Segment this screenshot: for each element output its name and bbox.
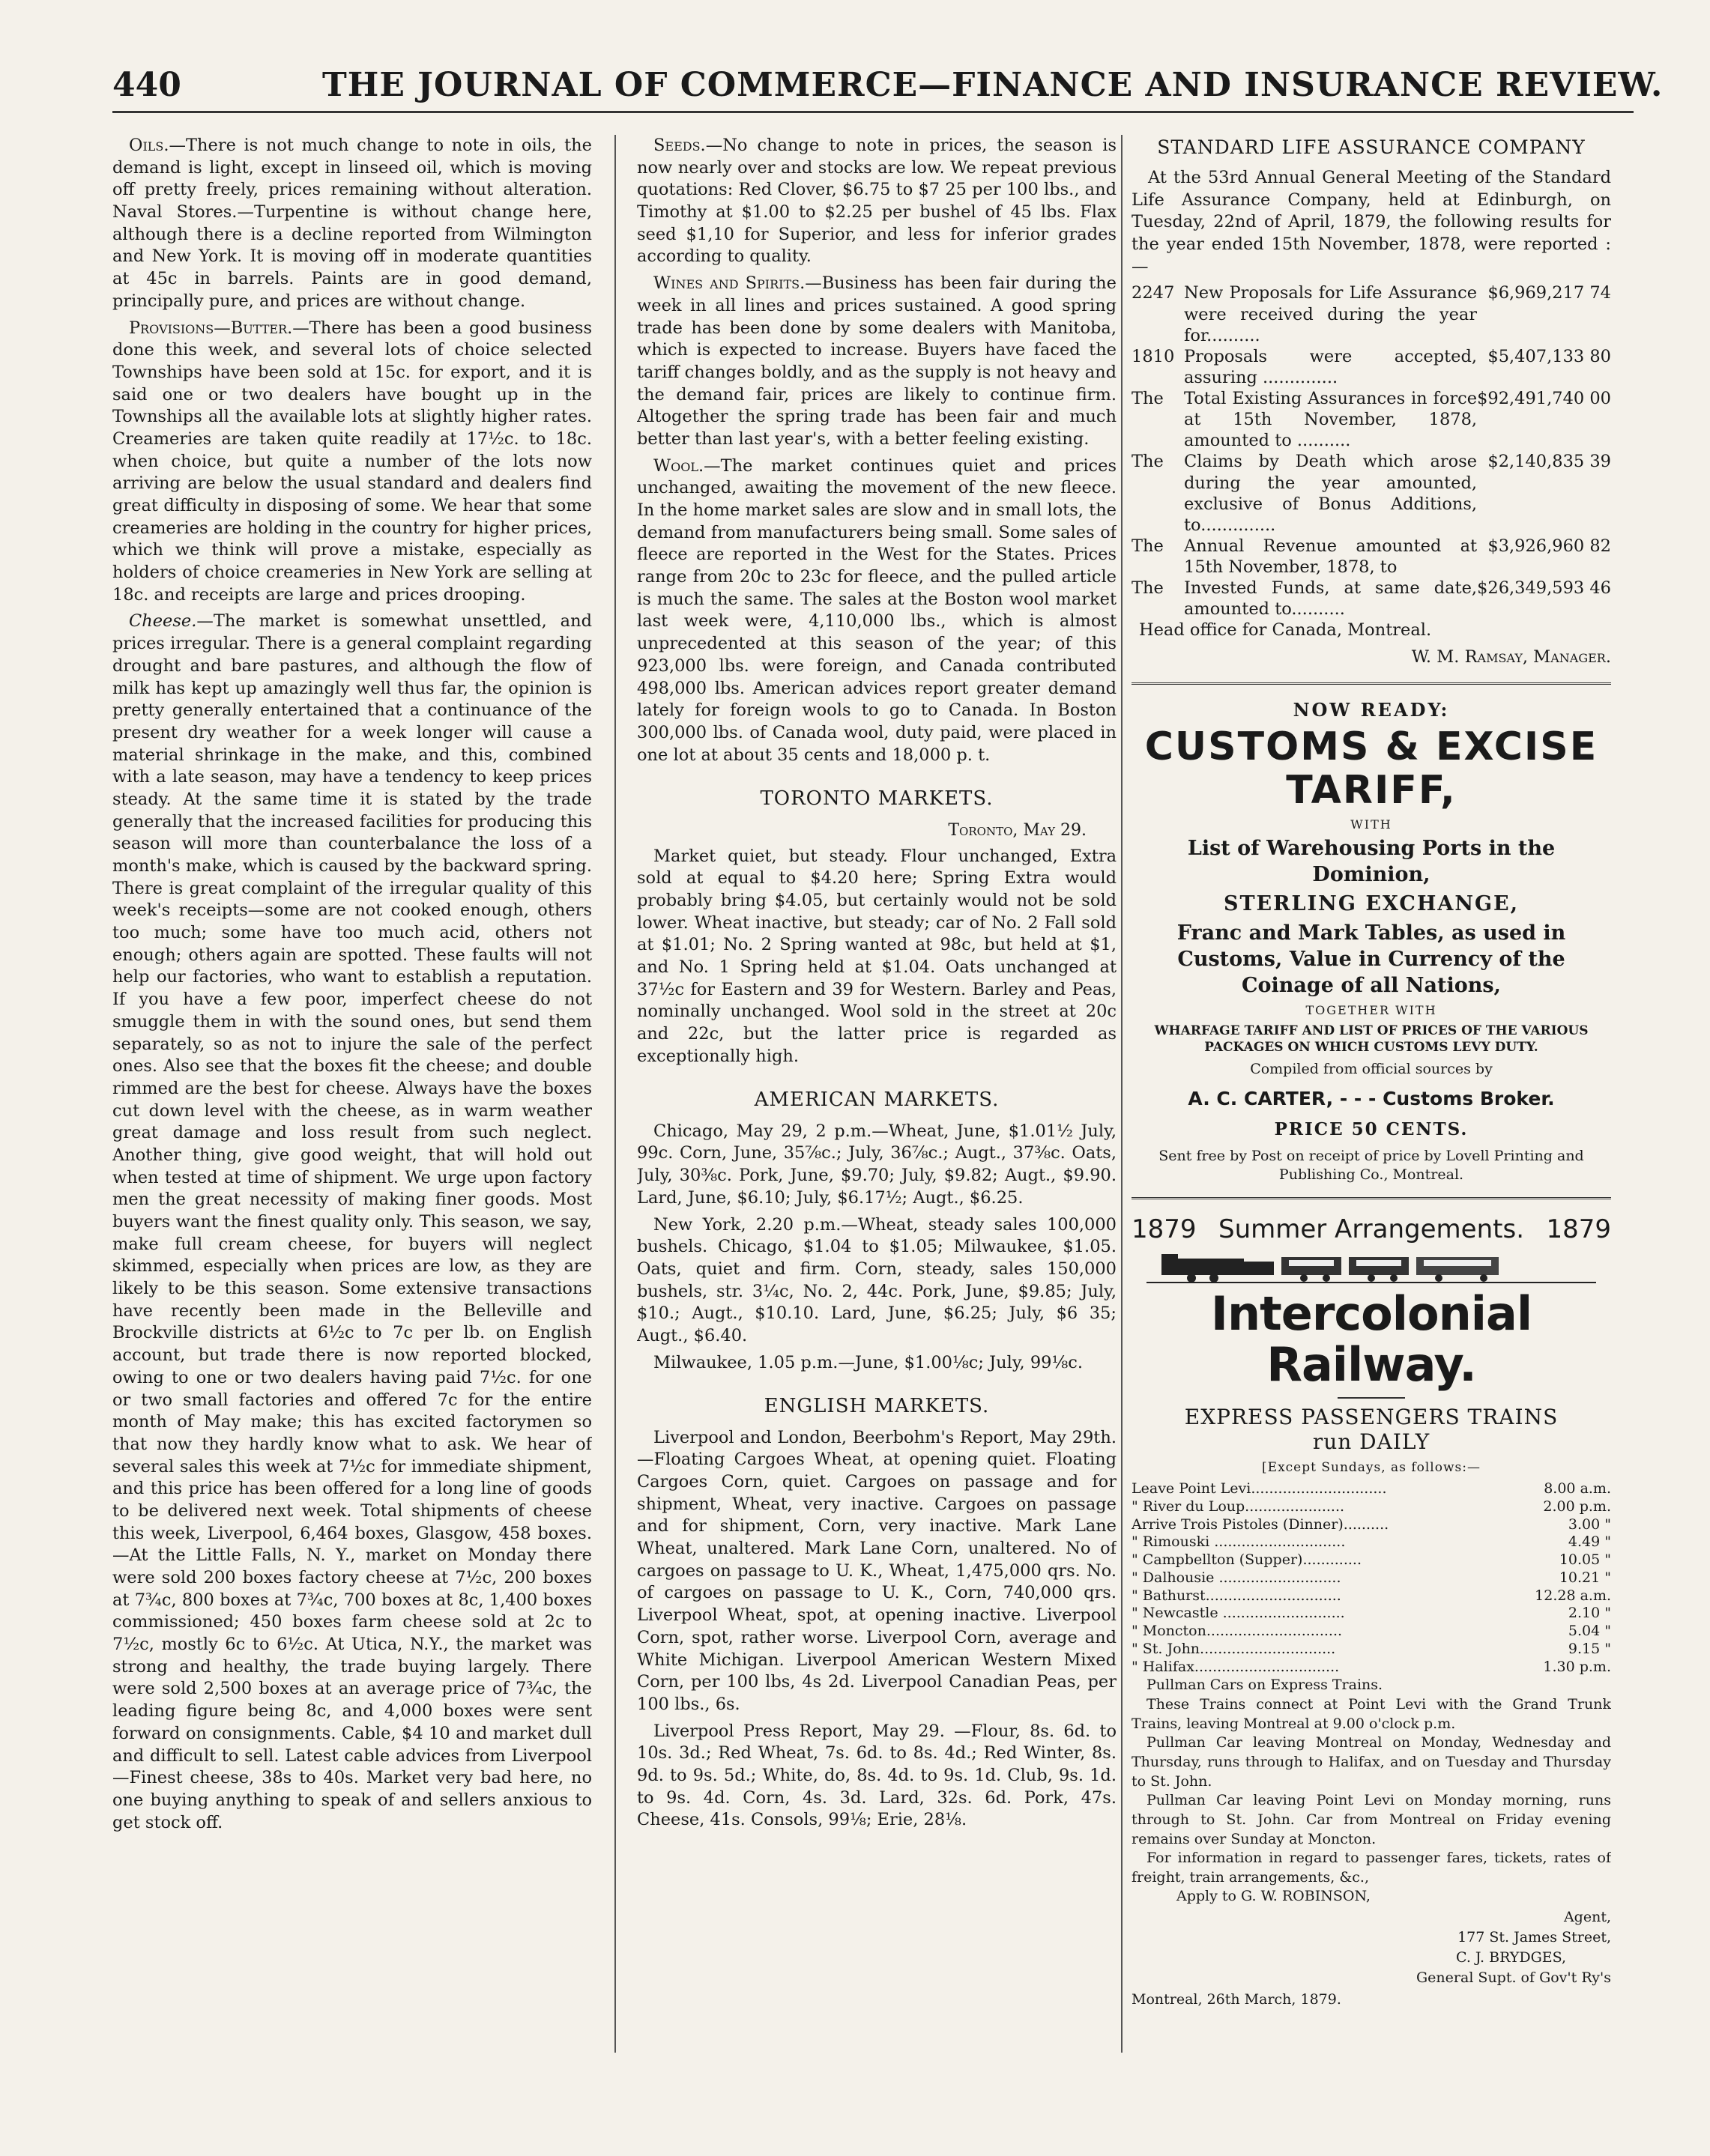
price-line: PRICE 50 CENTS. [1274,1118,1469,1139]
cheese-label: Cheese. [129,611,197,632]
seeds-label: Seeds. [653,136,706,155]
sl-row-amount: $3,926,960 82 [1487,536,1611,556]
arrangements-label: Summer Arrangements. [1218,1214,1525,1245]
cheese-text: —The market is somewhat unsettled, and prices irregular. There is a general complaint regarding drought and bare pastures, and although the flow of milk has kept up amazingly well thus far, the opinion is pretty generally entertained that a continuance of the present dry weather for a week longer will cause a material shrinkage in the make, and this, combined with a late season, may have a tendency to keep prices steady. At the same time it is stated by the trade generally that the increased facilities for producing this season will more than counterbalance the loss of a month's make, which is caused by the backward spring. There is great complaint of the irregular quality of this week's receipts—some are not cooked enough, others too much; some have too much acid, others not enough; others again are spotted. These faults will not help our factories, who want to establish a reputation. If you have a few poor, imperfect cheese do not smuggle them in with the sound ones, but send them separately, so as not to injure the sale of the perfect ones. Also see that the boxes fit the cheese; and double rimmed are the best for cheese. Always have the boxes cut down level with the cheese, as in warm weather great damage and loss result from such neglect. Another thing, give good weight, that will hold out when tested at time of shipment. We urge upon factory men the great necessity of making finer goods. Most buyers want the finest quality only. This season, we say, make full cream cheese, for buyers will neglect skimmed, especially when prices are low, as they are likely to be this season. Some extensive transactions have recently been made in the Belleville and Brockville districts at 6½c to 7c per lb. on English account, but trade there is now reported blocked, owing to one or two dealers having paid 7½c. for one or two small factories and offered 7c for the entire month of May make; this has excited factorymen so that now they hardly know what to ask. We hear of several sales this week at 7½c for immediate shipment, and this price has been offered for a long line of goods to be delivered next week. Total shipments of cheese this week, Liverpool, 6,464 boxes, Glasgow, 458 boxes.—At the Little Falls, N. Y., market on Monday there were sold 200 boxes factory cheese at 7½c, 200 boxes at 7¾c, 800 boxes at 7¾c, 700 boxes at 8c, 1,400 boxes commissioned; 450 boxes farm cheese sold at 2c to 7½c, mostly 6c to 6½c. At Utica, N.Y., the market was strong and healthy, the trade buying largely. There were sold 2,500 boxes at an average price of 7¾c, the leading figure being 8c, and 4,000 boxes were sent forward on consignments. Cable, $4 10 and market dull and difficult to sell. Latest cable advices from Liverpool—Finest cheese, 38s to 40s. Market very bad here, no one buying anything to speak of and sellers anxious to get stock off. [112,611,592,1832]
sl-row-number: 2247 [1132,283,1175,303]
oils-text: —There is not much change to note in oils, the demand is light, except in linseed oil, which is moving off pretty freely, prices remaining without alteration. Naval Stores.—Turpentine is without change here, although there is a decline reported from Wilmington and New York. It is moving off in moderate quantities at 45c in barrels. Paints are in good demand, principally pure, and prices are without change. [112,136,592,311]
sl-row-amount: $92,491,740 00 [1477,389,1611,409]
pullman-note: Pullman Cars on Express Trains. [1146,1677,1383,1694]
divider [1132,1197,1611,1199]
timetable-row [1132,1533,1611,1551]
connection-note: These Trains connect at Point Levi with the Grand Trunk Trains, leaving Montreal at 9.00 o'clock p.m. [1132,1696,1611,1732]
timetable-time: 5.04 " [1568,1623,1611,1640]
column-middle [637,135,1117,2090]
year-left: 1879 [1132,1214,1197,1245]
intercolonial-railway-ad [1132,1213,1611,2009]
column-right [1132,135,1611,2090]
timetable-row [1132,1498,1611,1516]
head-office-line: Head office for Canada, Montreal. [1139,620,1432,641]
column-rule [1121,135,1123,2053]
run-daily-label: run DAILY [1312,1429,1430,1455]
standard-life-row [1132,578,1611,620]
english-markets-heading: ENGLISH MARKETS. [764,1395,990,1418]
standard-life-signature: W. M. Ramsay, Manager. [1411,647,1611,667]
wool-text: —The market continues quiet and prices unchanged, awaiting the movement of the new fleece. In the home market sales are slow and in small lots, the demand from manufacturers being small. Some sales of fleece are reported in the West for the States. Prices range from 20c to 23c for fleece, and the pulled article is much the same. The sales at the Boston wool market last week were, 4,110,000 lbs., which is almost unprecedented at this season of the year; of this 923,000 lbs. were foreign, and Canada contributed 498,000 lbs. American advices report greater demand lately for foreign wools to go to Canada. In Boston 300,000 lbs. of Canada wool, duty paid, were placed in one lot at about 35 cents and 18,000 p. t. [637,455,1117,765]
timetable-station: " Moncton.............................. [1132,1623,1343,1640]
timetable-time: 12.28 a.m. [1535,1587,1611,1604]
seeds-paragraph [637,135,1117,268]
milwaukee-paragraph: Milwaukee, 1.05 p.m.—June, $1.00⅛c; July, 99⅛c. [653,1352,1084,1372]
standard-life-row [1132,346,1611,388]
general-supt-title: General Supt. of Gov't Ry's [1416,1969,1611,1987]
timetable-time: 2.10 " [1568,1605,1611,1622]
sl-row-description: Invested Funds, at same date, amounted to.......... [1184,578,1478,620]
sl-row-number: The [1132,578,1164,599]
provisions-text: —There has been a good business done this week, and several lots of choice selected Townships have been sold at 15c. for export, and it is said one or two dealers have bought up in the Townships all the available lots at slightly higher rates. Creameries are taken quite readily at 17½c. to 18c. when choice, but quite a number of the lots now arriving are below the usual standard and dealers find great difficulty in disposing of some. We hear that some creameries are holding in the country for higher prices, which we think will prove a mistake, especially as holders of choice creameries in New York are selling at 18c. and receipts are large and prices drooping. [112,318,592,605]
sl-row-number: The [1132,389,1164,409]
timetable-row [1132,1551,1611,1569]
summer-arrangements-line [1132,1213,1611,1247]
standard-life-row [1132,282,1611,345]
standard-life-notice [1132,135,1611,669]
seeds-text: —No change to note in prices, the season is now nearly over and stocks are low. We repeat previous quotations: Red Clover, $6.75 to $7 25 per 100 lbs., and Timothy at $1.00 to $2.25 per bushel of 45 lbs. Flax seed $1,10 for Superior, and less for inferior grades according to quality. [637,136,1117,267]
timetable-row [1132,1605,1611,1623]
sl-row-amount: $5,407,133 80 [1487,346,1611,366]
with-label: WITH [1350,817,1392,832]
wharfage-tariff-line: WHARFAGE TARIFF AND LIST OF PRICES OF THE VARIOUS PACKAGES ON WHICH CUSTOMS LEVY DUTY. [1154,1023,1589,1055]
sl-row-description: Proposals were accepted, assuring .............. [1184,346,1478,387]
provisions-paragraph [112,318,592,607]
wines-text: —Business has been fair during the week in all lines and prices sustained. A good spring trade has been done by some dealers with Manitoba, which is expected to increase. Buyers have faced the tariff changes boldly, and as the supply is not heavy and the demand fair, prices are likely to continue firm. Altogether the spring trade has been fair and much better than last year's, with a better feeling existing. [637,273,1117,449]
provisions-label: Provisions—Butter. [129,318,293,338]
toronto-markets-heading: TORONTO MARKETS. [760,787,994,811]
sterling-exchange-line: STERLING EXCHANGE, [1223,892,1520,916]
wool-paragraph [637,455,1117,767]
timetable-row [1132,1587,1611,1605]
compiled-by-line: Compiled from official sources by [1250,1060,1493,1077]
pullman-montreal-note: Pullman Car leaving Montreal on Monday, Wednesday and Thursday, runs through to Halifax, and on Tuesday and Thursday to St. John. [1132,1734,1611,1790]
sl-row-number: 1810 [1132,346,1175,366]
train-illustration [1132,1251,1611,1284]
standard-life-title: STANDARD LIFE ASSURANCE COMPANY [1157,136,1586,158]
pullman-point-levi-note: Pullman Car leaving Point Levi on Monday morning, runs through to St. John. Car from Montreal on Friday evening remains over Sunday at Moncton. [1132,1792,1611,1847]
apply-to-line: Apply to G. W. ROBINSON, [1176,1888,1371,1905]
beerbohm-report: Liverpool and London, Beerbohm's Report, May 29th. —Floating Cargoes Wheat, at opening quiet. Floating Cargoes Corn, quiet. Cargoes on passage and for shipment, Wheat, very inactive. Cargoes on passage and for shipment, Corn, very inactive. Mark Lane Wheat, unaltered. Mark Lane Corn, unaltered. No of cargoes on passage to U. K., Wheat, 1,475,000 qrs. No. of cargoes on passage to U. K., Corn, 740,000 qrs. Liverpool Wheat, spot, at opening inactive. Liverpool Corn, spot, rather worse. Liverpool Corn, average and White Michigan. Liverpool American Western Mixed Corn, per 100 lbs, 4s 2d. Liverpool Canadian Peas, per 100 lbs., 6s. [637,1427,1117,1714]
timetable-time: 10.05 " [1559,1551,1611,1569]
timetable-station: Arrive Trois Pistoles (Dinner).......... [1132,1515,1389,1533]
standard-life-results-table [1132,282,1611,620]
timetable-station: " Campbellton (Supper)............. [1132,1551,1362,1569]
standard-life-row [1132,536,1611,578]
timetable-row [1132,1516,1611,1534]
journal-title: THE JOURNAL OF COMMERCE—FINANCE AND INSURANCE REVIEW. [322,66,1664,104]
new-york-paragraph: New York, 2.20 p.m.—Wheat, steady sales 100,000 bushels. Chicago, $1.04 to $1.05; Milwaukee, $1.05. Oats, quiet and firm. Corn, steady, sales 150,000 bushels, str. 3¼c, No. 2, 44c. Pork, June, $9.85; July, $10.; Augt., $10.10. Lard, June, $6.25; July, $6 35; Augt., $6.40. [637,1214,1117,1345]
toronto-dateline: Toronto, May 29. [948,820,1087,840]
now-ready-label: NOW READY: [1293,698,1450,721]
timetable-station: " St. John.............................. [1132,1640,1336,1657]
timetable-time: 2.00 p.m. [1543,1498,1611,1515]
intercolonial-railway-title: Intercolonial Railway. [1210,1286,1532,1393]
timetable-row [1132,1641,1611,1659]
timetable-time: 4.49 " [1568,1533,1611,1551]
express-trains-heading: EXPRESS PASSENGERS TRAINS [1184,1404,1559,1429]
sl-row-number: The [1132,536,1164,556]
wool-label: Wool. [653,455,704,476]
timetable-station: Leave Point Levi.............................. [1132,1480,1387,1498]
timetable-station: " River du Loup...................... [1132,1498,1345,1515]
timetable-station: " Newcastle ........................... [1132,1605,1345,1622]
sl-row-description: Claims by Death which arose during the year amounted, exclusive of Bonus Additions, to.............. [1184,452,1478,535]
timetable-station: " Halifax................................ [1132,1658,1340,1675]
timetable-row [1132,1569,1611,1587]
together-with-label: TOGETHER WITH [1305,1002,1437,1017]
timetable-row [1132,1480,1611,1498]
sl-row-description: New Proposals for Life Assurance were received during the year for.......... [1184,283,1478,345]
divider [1338,1397,1405,1399]
except-sundays-label: [Except Sundays, as follows:— [1262,1459,1481,1475]
timetable-time: 1.30 p.m. [1543,1658,1611,1675]
column-rule [614,135,616,2053]
standard-life-row [1132,451,1611,536]
timetable-station: " Rimouski ............................. [1132,1533,1346,1551]
sent-free-line: Sent free by Post on receipt of price by Lovell Printing and Publishing Co., Montreal. [1158,1147,1584,1183]
timetable-row [1132,1623,1611,1641]
locomotive-icon [1132,1251,1611,1284]
agent-address: 177 St. James Street, [1457,1929,1611,1946]
timetable-row [1132,1659,1611,1677]
chicago-paragraph: Chicago, May 29, 2 p.m.—Wheat, June, $1.01½ July, 99c. Corn, June, 35⅞c.; July, 36⅞c.; Augt., 37⅜c. Oats, July, 30⅜c. Pork, June, $9.70; July, $9.82; Augt., $9.90. Lard, June, $6.10; July, $6.17½; Augt., $6.25. [637,1121,1117,1208]
sl-row-description: Total Existing Assurances in force at 15th November, 1878, amounted to .......... [1184,389,1478,451]
column-left [112,135,592,2090]
american-markets-heading: AMERICAN MARKETS. [754,1088,1000,1112]
wines-label: Wines and Spirits. [653,273,806,294]
year-right: 1879 [1546,1214,1611,1245]
sl-row-amount: $2,140,835 39 [1487,452,1611,472]
oils-paragraph [112,135,592,313]
sl-row-amount: $26,349,593 46 [1477,578,1611,599]
cheese-paragraph [112,611,592,1834]
timetable-time: 8.00 a.m. [1544,1480,1611,1498]
customs-tariff-ad [1132,698,1611,1184]
agent-label: Agent, [1563,1909,1611,1926]
page-number: 440 [112,66,181,104]
sl-row-description: Annual Revenue amounted at 15th November, 1878, to [1184,536,1478,578]
railway-ad-date: Montreal, 26th March, 1879. [1132,1991,1341,2008]
information-note: For information in regard to passenger fares, tickets, rates of freight, train arrangements, &c., [1132,1850,1611,1886]
customs-tariff-title: CUSTOMS & EXCISE TARIFF, [1144,724,1598,813]
oils-label: Oils. [129,136,169,155]
timetable [1132,1480,1611,1676]
standard-life-intro: At the 53rd Annual General Meeting of the Standard Life Assurance Company, held at Edinburgh, on Tuesday, 22nd of April, 1879, the following results for the year ended 15th November, 1878, were reported :— [1132,168,1611,276]
standard-life-row [1132,388,1611,451]
timetable-time: 10.21 " [1559,1569,1611,1586]
timetable-station: " Dalhousie ........................... [1132,1569,1341,1586]
brydges-name: C. J. BRYDGES, [1455,1949,1566,1966]
sl-row-number: The [1132,452,1164,472]
running-head [112,66,1664,113]
toronto-markets-text: Market quiet, but steady. Flour unchanged, Extra sold at equal to $4.20 here; Spring Extra would probably bring $4.05, but certainly would not be sold lower. Wheat inactive, but steady; car of No. 2 Fall sold at $1.01; No. 2 Spring wanted at 98c, but held at $1, and No. 1 Spring held at $1.04. Oats unchanged at 37½c for Eastern and 39 for Western. Barley and Peas, nominally unchanged. Wool sold in the street at 20c and 22c, but the latter price is regarded as exceptionally high. [637,846,1117,1066]
timetable-time: 9.15 " [1568,1640,1611,1657]
liverpool-press-report: Liverpool Press Report, May 29. —Flour, 8s. 6d. to 10s. 3d.; Red Wheat, 7s. 6d. to 8s. 4d.; Red Winter, 8s. 9d. to 9s. 5d.; White, do, 8s. 4d. to 9s. 1d. Club, 9s. 1d. to 9s. 4d. Corn, 4s. 3d. Lard, 32s. 6d. Pork, 47s. Cheese, 41s. Consols, 99⅛; Erie, 28⅛. [637,1721,1117,1830]
sl-row-amount: $6,969,217 74 [1487,283,1611,303]
divider [1132,682,1611,685]
broker-line: A. C. CARTER, - - - Customs Broker. [1188,1087,1555,1109]
warehousing-ports-line: List of Warehousing Ports in the Dominion, [1187,836,1556,887]
franc-mark-line: Franc and Mark Tables, as used in Customs, Value in Currency of the Coinage of all Nations, [1176,921,1566,998]
timetable-time: 3.00 " [1568,1515,1611,1533]
timetable-station: " Bathurst.............................. [1132,1587,1341,1604]
wines-paragraph [637,273,1117,451]
